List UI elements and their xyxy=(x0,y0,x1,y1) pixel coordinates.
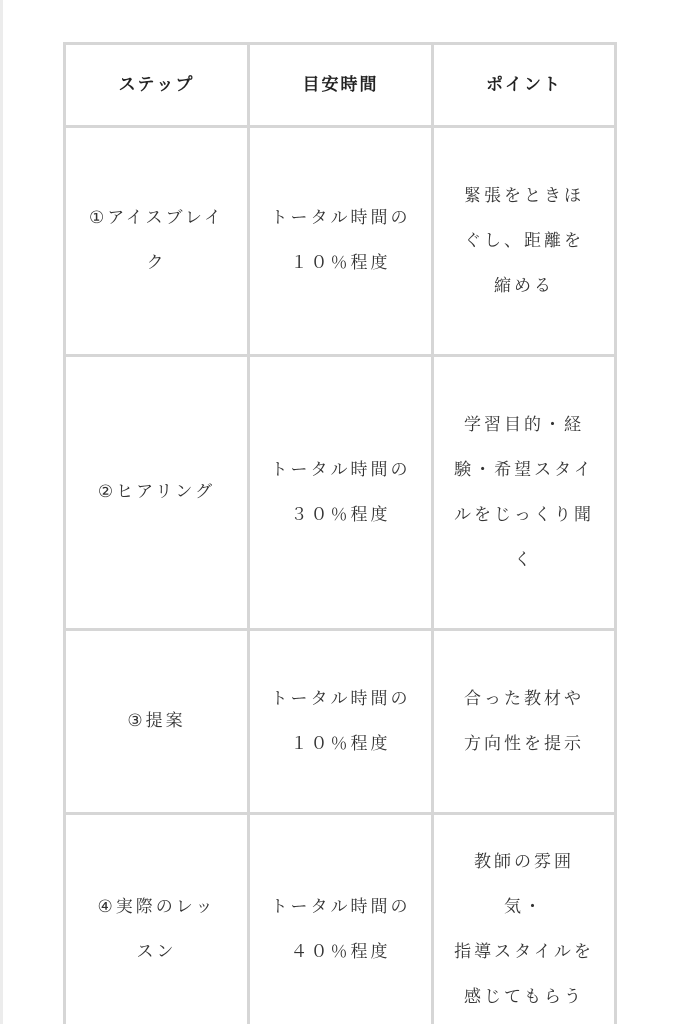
time-text: トータル時間の ４０％程度 xyxy=(270,897,411,962)
step-text: ③提案 xyxy=(127,711,186,731)
table-row xyxy=(65,127,616,356)
time-cell xyxy=(249,127,433,356)
time-cell xyxy=(249,814,433,1024)
table-row xyxy=(65,814,616,1024)
step-cell xyxy=(65,356,249,630)
step-cell xyxy=(65,814,249,1024)
time-cell xyxy=(249,630,433,814)
table-row xyxy=(65,356,616,630)
time-text: トータル時間の １０％程度 xyxy=(270,208,411,273)
header-time: 目安時間 xyxy=(249,44,433,127)
lesson-steps-table xyxy=(63,42,617,1024)
time-text: トータル時間の １０％程度 xyxy=(270,688,411,754)
time-text: トータル時間の ３０％程度 xyxy=(270,459,411,525)
point-cell xyxy=(433,127,616,356)
point-cell xyxy=(433,630,616,814)
point-text: 学習目的・経 験・希望スタイ ルをじっくり聞 く xyxy=(454,414,594,570)
header-point: ポイント xyxy=(433,44,616,127)
table-header-row xyxy=(65,44,616,127)
step-text: ①アイスブレイ ク xyxy=(88,208,224,273)
page-left-edge xyxy=(0,0,3,1024)
point-text: 緊張をときほ ぐし、距離を 縮める xyxy=(464,185,584,296)
time-cell xyxy=(249,356,433,630)
header-step: ステップ xyxy=(65,44,249,127)
point-cell xyxy=(433,814,616,1024)
step-cell xyxy=(65,630,249,814)
table-row xyxy=(65,630,616,814)
point-text: 合った教材や 方向性を提示 xyxy=(464,688,584,754)
point-text: 教師の雰囲 気・ 指導スタイルを 感じてもらう xyxy=(454,852,594,1007)
step-cell xyxy=(65,127,249,356)
step-text: ②ヒアリング xyxy=(97,482,216,502)
step-text: ④実際のレッ スン xyxy=(97,897,216,962)
point-cell xyxy=(433,356,616,630)
